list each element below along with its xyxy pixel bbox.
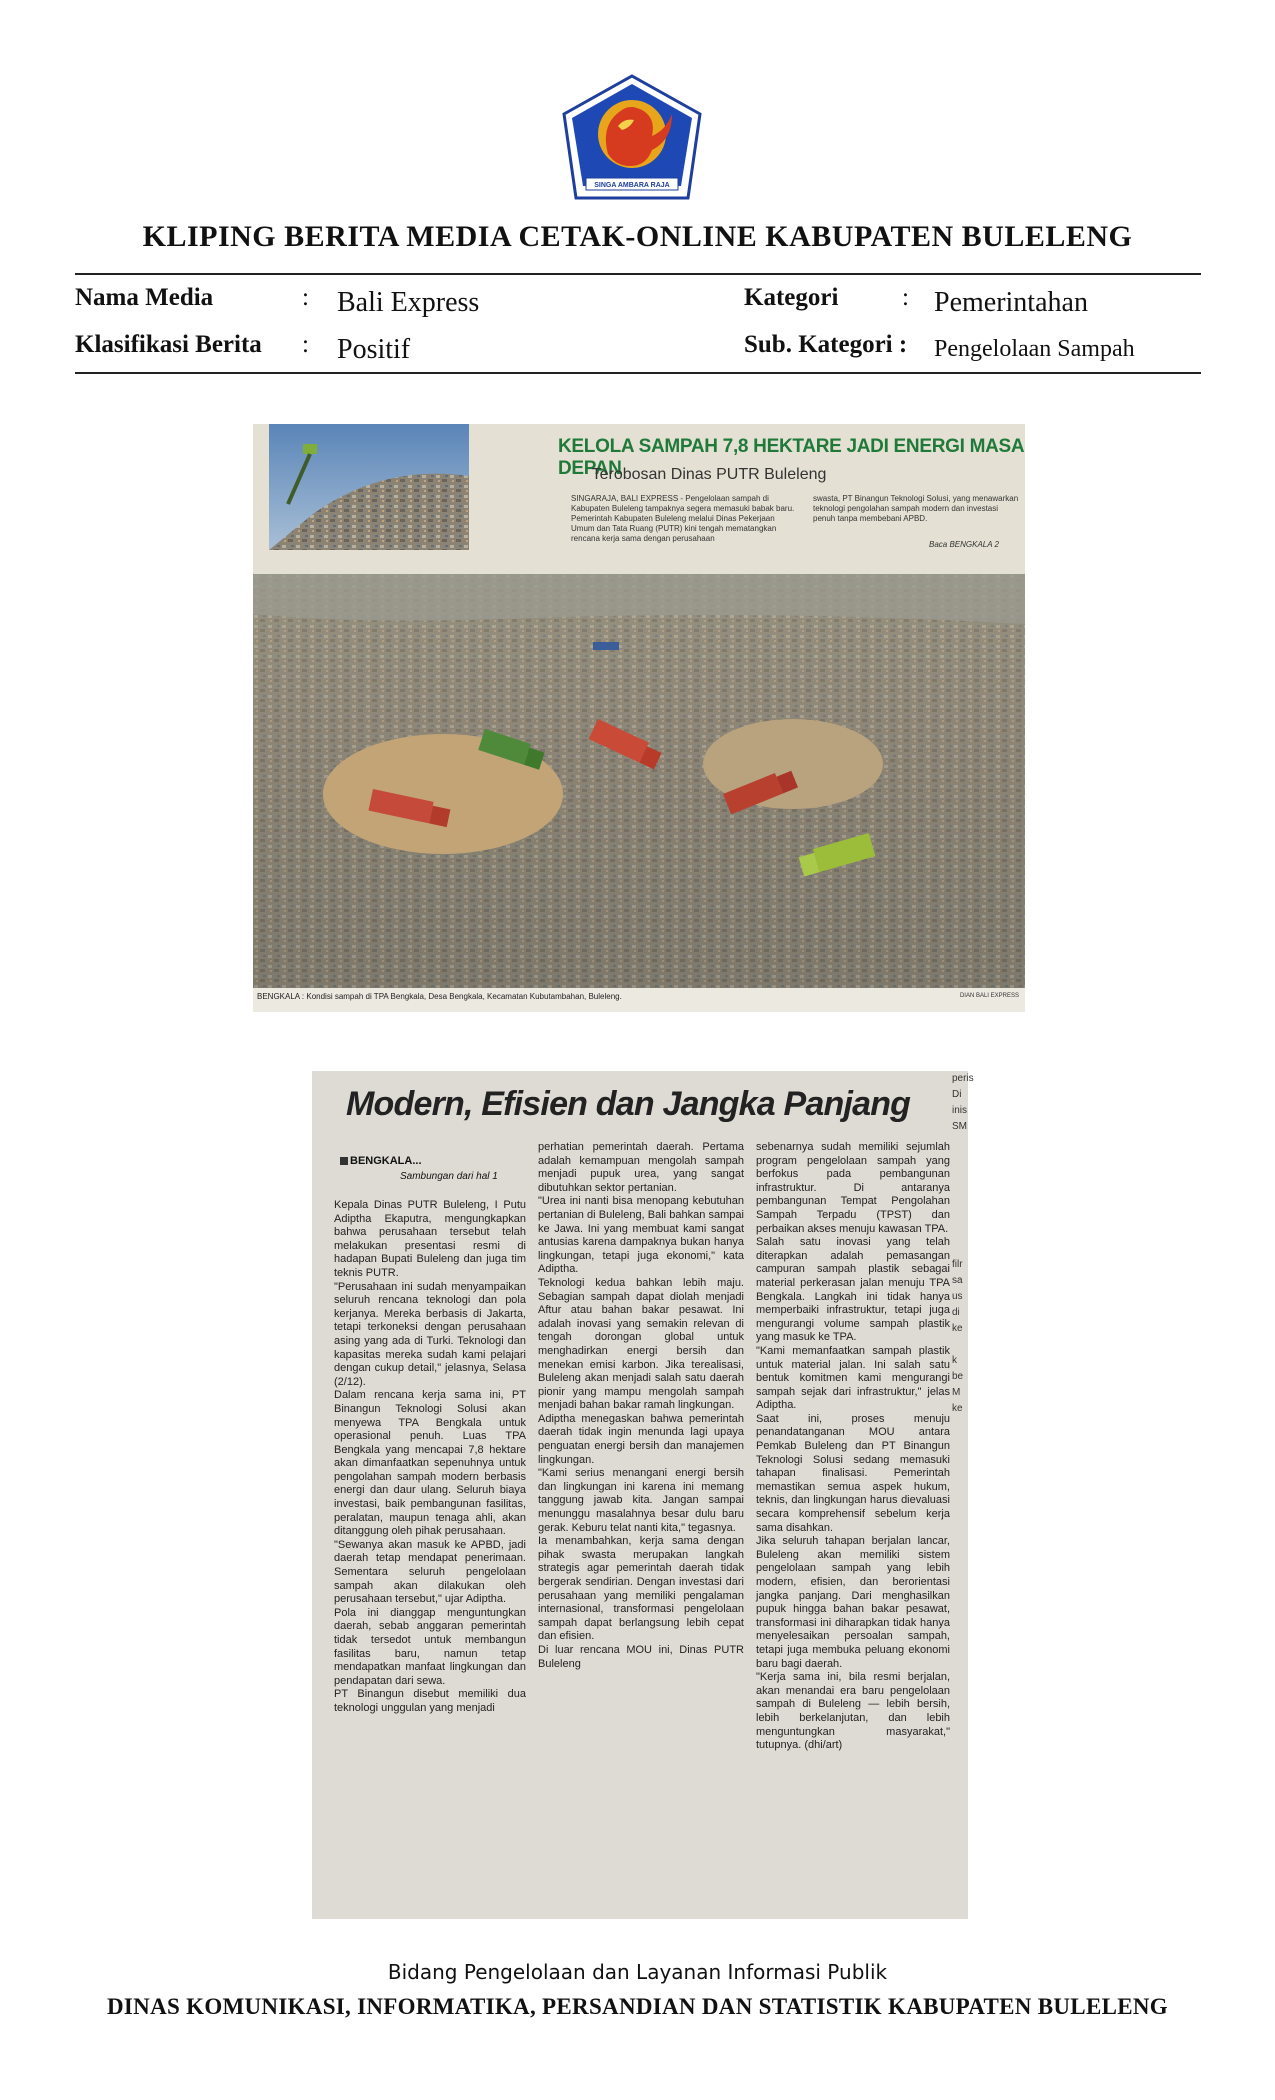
clip1-headline: KELOLA SAMPAH 7,8 HEKTARE JADI ENERGI MASA DEPAN — [558, 436, 1024, 479]
clip2-edge-top: peris Di inis SM — [952, 1073, 974, 1132]
header-rule-top — [75, 273, 1201, 275]
header-rule-bottom — [75, 372, 1201, 374]
clip2-column-2: perhatian pemerintah daerah. Pertama adalah kemampuan mengolah sampah menjadi pupuk urea, yang sangat dibutuhkan sektor pertanian. "Urea ini nanti bisa menopang kebutuhan pertanian di Buleleng, Bali bahkan sampai ke Jawa. Ini yang membuat kami sangat antusias karena dampaknya bukan hanya lingkungan, tetapi juga ekonomi," kata Adiptha. Teknologi kedua bahkan lebih maju. Sebagian sampah dapat diolah menjadi Aftur atau bahan bakar pesawat. Ini adalah inovasi yang semakin relevan di tengah dorongan global untuk menghadirkan energi bersih dan menekan emisi karbon. Jika terealisasi, Buleleng akan menjadi salah satu daerah pionir yang mampu mengolah sampah menjadi bahan bakar ramah lingkungan. Adiptha menegaskan bahwa pemerintah daerah tidak ingin menunda lagi upaya penguatan energi bersih dan manajemen lingkungan. "Kami serius menangani energi bersih dan lingkungan ini karena ini memang tanggung jawab kita. Jangan sampai menunggu masalahnya besar dulu baru gerak. Keburu telat nanti kita," tegasnya. Ia menambahkan, kerja sama dengan pihak swasta merupakan langkah strategis agar pemerintah daerah tidak bergerak sendirian. Dengan investasi dari perusahaan yang memiliki pengalaman internasional, transformasi pengelolaan sampah dapat berlangsung lebih cepat dan efisien. Di luar rencana MOU ini, Dinas PUTR Buleleng — [538, 1141, 744, 1670]
newspaper-clipping-photo — [253, 424, 1025, 1012]
klasifikasi-label: Klasifikasi Berita — [75, 331, 262, 358]
logo-text: SINGA AMBARA RAJA — [594, 182, 670, 189]
buleleng-logo — [560, 74, 704, 202]
clip1-lead-right: swasta, PT Binangun Teknologi Solusi, yang menawarkan teknologi pengolahan sampah modern dan investasi penuh tanpa membebani APBD. — [813, 494, 1019, 523]
kategori-value: Pemerintahan — [934, 287, 1088, 318]
media-colon: : — [302, 284, 309, 311]
footer-division: Bidang Pengelolaan dan Layanan Informasi Publik — [387, 1960, 888, 1984]
subkategori-label: Sub. Kategori : — [744, 331, 908, 358]
document-title: KLIPING BERITA MEDIA CETAK-ONLINE KABUPATEN BULELENG — [142, 220, 1133, 253]
clip1-caption: BENGKALA : Kondisi sampah di TPA Bengkala, Desa Bengkala, Kecamatan Kubutambahan, Buleleng. — [257, 992, 622, 1001]
klasifikasi-value: Positif — [337, 334, 411, 365]
clip2-column-1: Kepala Dinas PUTR Buleleng, I Putu Adiptha Ekaputra, mengungkapkan bahwa perusahaan tersebut telah melakukan presentasi resmi di hadapan Bupati Buleleng dan juga tim teknis PUTR. "Perusahaan ini sudah menyampaikan seluruh rencana teknologi dan pola kerjanya. Mereka berbasis di Jakarta, tetapi terkoneksi dengan perusahaan asing yang ada di Turki. Teknologi dan kapasitas mereka sudah kami pelajari dengan cukup detail," jelasnya, Selasa (2/12). Dalam rencana kerja sama ini, PT Binangun Teknologi Solusi akan menyewa TPA Bengkala untuk operasional penuh. Luas TPA Bengkala yang mencapai 7,8 hektare akan dimanfaatkan sepenuhnya untuk pengolahan sampah modern berbasis energi dan daur ulang. Seluruh biaya investasi, baik pembangunan fasilitas, peralatan, maupun tenaga ahli, akan ditanggung oleh pihak perusahaan. "Sewanya akan masuk ke APBD, jadi daerah tetap mendapat penerimaan. Sementara seluruh pengelolaan sampah akan dilakukan oleh perusahaan tersebut," ujar Adiptha. Pola ini dianggap menguntungkan daerah, sebab anggaran pemerintah tidak tersedot untuk membangun fasilitas baru, namun tetap mendapatkan manfaat lingkungan dan pendapatan dari sewa. PT Binangun disebut memiliki dua teknologi unggulan yang menjadi — [334, 1199, 526, 1714]
kategori-colon: : — [902, 284, 909, 311]
clip1-credit: DIAN BALI EXPRESS — [959, 993, 1019, 999]
clip1-subheadline: Terobosan Dinas PUTR Buleleng — [591, 466, 827, 483]
newspaper-clipping-article — [312, 1071, 974, 1919]
clip2-continued: Sambungan dari hal 1 — [400, 1171, 498, 1182]
klasifikasi-colon: : — [302, 331, 309, 358]
media-label: Nama Media — [75, 284, 214, 311]
clip2-headline: Modern, Efisien dan Jangka Panjang — [346, 1085, 911, 1123]
clip2-kicker-bullet — [340, 1157, 348, 1165]
clip2-edge-mid: filr sa us di ke k be M ke — [952, 1259, 964, 1414]
kategori-label: Kategori — [744, 284, 839, 311]
subkategori-value: Pengelolaan Sampah — [934, 336, 1135, 362]
clip2-column-3: sebenarnya sudah memiliki sejumlah program pengelolaan sampah yang berfokus pada pembangunan infrastruktur. Di antaranya pembangunan Tempat Pengolahan Sampah Terpadu (TPST) dan perbaikan akses menuju kawasan TPA. Salah satu inovasi yang telah diterapkan adalah pemasangan campuran sampah plastik sebagai material perkerasan jalan menuju TPA Bengkala. Langkah ini tidak hanya memperbaiki infrastruktur, tetapi juga mengurangi volume sampah plastik yang masuk ke TPA. "Kami memanfaatkan sampah plastik untuk material jalan. Ini salah satu bentuk komitmen kami mengurangi sampah sejak dari infrastruktur," jelas Adiptha. Saat ini, proses menuju penandatanganan MOU antara Pemkab Buleleng dan PT Binangun Teknologi Solusi sedang memasuki tahapan finalisasi. Pemerintah memastikan semua aspek hukum, teknis, dan lingkungan harus dievaluasi secara komprehensif sebelum kerja sama disahkan. Jika seluruh tahapan berjalan lancar, Buleleng akan memiliki sistem pengelolaan sampah yang lebih modern, efisien, dan berorientasi jangka panjang. Dari menghasilkan pupuk hingga bahan bakar pesawat, transformasi ini diharapkan tidak hanya menyelesaikan persoalan sampah, tetapi juga membuka peluang ekonomi baru bagi daerah. "Kerja sama ini, bila resmi berjalan, akan menandai era baru pengelolaan sampah di Buleleng — lebih bersih, lebih berkelanjutan, dan lebih menguntungkan masyarakat," tutupnya. (dhi/art) — [756, 1141, 950, 1752]
clip1-baca: Baca BENGKALA 2 — [929, 540, 999, 549]
clip2-kicker: BENGKALA... — [350, 1155, 422, 1167]
clip1-lead-left: SINGARAJA, BALI EXPRESS - Pengelolaan sampah di Kabupaten Buleleng tampaknya segera memasuki babak baru. Pemerintah Kabupaten Buleleng melalui Dinas Pekerjaan Umum dan Tata Ruang (PUTR) kini tengah mematangkan rencana kerja sama dengan perusahaan — [571, 494, 795, 543]
media-value: Bali Express — [337, 287, 480, 318]
footer-agency: DINAS KOMUNIKASI, INFORMATIKA, PERSANDIAN DAN STATISTIK KABUPATEN BULELENG — [107, 1994, 1168, 2019]
